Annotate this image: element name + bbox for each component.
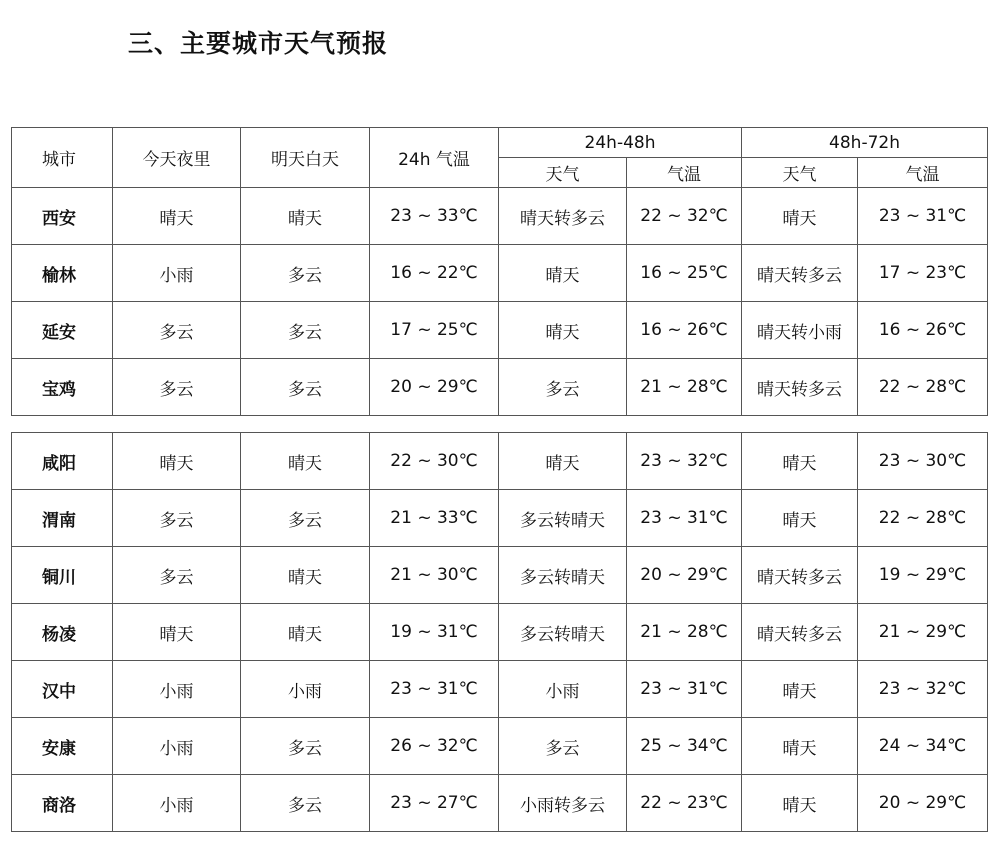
cell-tonight: 多云 [113,490,241,547]
cell-weather-72: 晴天转多云 [742,604,858,661]
cell-temp-48: 25 ~ 34℃ [627,718,742,775]
table-row [12,718,988,775]
header-city: 城市 [12,128,113,188]
cell-temp-72: 23 ~ 30℃ [858,433,988,490]
cell-weather-48: 小雨转多云 [499,775,627,832]
cell-tomorrow-day: 晴天 [241,547,370,604]
cell-temp-48: 21 ~ 28℃ [627,359,742,416]
cell-tomorrow-day: 小雨 [241,661,370,718]
cell-weather-48: 小雨 [499,661,627,718]
table-row [12,433,988,490]
cell-city: 商洛 [12,775,113,832]
cell-city: 宝鸡 [12,359,113,416]
table-row [12,490,988,547]
header-temp-72: 气温 [858,158,988,188]
cell-tomorrow-day: 晴天 [241,188,370,245]
cell-weather-48: 多云 [499,359,627,416]
cell-temp-24h: 20 ~ 29℃ [370,359,499,416]
cell-city: 铜川 [12,547,113,604]
cell-weather-48: 多云转晴天 [499,490,627,547]
cell-tonight: 小雨 [113,775,241,832]
table-row [12,604,988,661]
cell-weather-72: 晴天 [742,433,858,490]
cell-temp-24h: 16 ~ 22℃ [370,245,499,302]
cell-temp-72: 19 ~ 29℃ [858,547,988,604]
cell-city: 延安 [12,302,113,359]
cell-tomorrow-day: 多云 [241,490,370,547]
cell-temp-24h: 21 ~ 30℃ [370,547,499,604]
cell-weather-48: 晴天 [499,245,627,302]
cell-tomorrow-day: 晴天 [241,604,370,661]
cell-tomorrow-day: 多云 [241,302,370,359]
cell-tomorrow-day: 多云 [241,245,370,302]
header-period-24-48h: 24h-48h [499,128,742,158]
cell-tomorrow-day: 多云 [241,718,370,775]
cell-tonight: 晴天 [113,604,241,661]
cell-weather-72: 晴天转多云 [742,547,858,604]
cell-temp-72: 23 ~ 32℃ [858,661,988,718]
cell-weather-72: 晴天 [742,490,858,547]
cell-weather-48: 晴天 [499,302,627,359]
cell-tonight: 晴天 [113,188,241,245]
table-row [12,775,988,832]
cell-weather-72: 晴天转多云 [742,245,858,302]
cell-city: 西安 [12,188,113,245]
header-temp-48: 气温 [627,158,742,188]
cell-temp-24h: 19 ~ 31℃ [370,604,499,661]
cell-temp-72: 17 ~ 23℃ [858,245,988,302]
cell-temp-48: 23 ~ 31℃ [627,661,742,718]
cell-weather-48: 晴天 [499,433,627,490]
cell-tonight: 小雨 [113,718,241,775]
cell-tonight: 多云 [113,302,241,359]
cell-weather-72: 晴天 [742,188,858,245]
cell-weather-48: 多云 [499,718,627,775]
cell-temp-24h: 21 ~ 33℃ [370,490,499,547]
cell-weather-72: 晴天转小雨 [742,302,858,359]
table-row [12,188,988,245]
cell-temp-48: 20 ~ 29℃ [627,547,742,604]
cell-temp-72: 24 ~ 34℃ [858,718,988,775]
cell-weather-48: 多云转晴天 [499,547,627,604]
cell-city: 汉中 [12,661,113,718]
cell-temp-72: 22 ~ 28℃ [858,490,988,547]
cell-temp-48: 16 ~ 25℃ [627,245,742,302]
table-body-bottom [12,433,988,832]
cell-tomorrow-day: 多云 [241,359,370,416]
cell-temp-48: 22 ~ 23℃ [627,775,742,832]
cell-temp-72: 20 ~ 29℃ [858,775,988,832]
header-tomorrow-day: 明天白天 [241,128,370,188]
table-row [12,245,988,302]
header-weather-48: 天气 [499,158,627,188]
cell-tomorrow-day: 晴天 [241,433,370,490]
cell-temp-24h: 23 ~ 33℃ [370,188,499,245]
header-tonight: 今天夜里 [113,128,241,188]
cell-city: 榆林 [12,245,113,302]
cell-temp-24h: 17 ~ 25℃ [370,302,499,359]
cell-weather-48: 多云转晴天 [499,604,627,661]
cell-weather-72: 晴天转多云 [742,359,858,416]
forecast-table-bottom [11,432,988,832]
table-body-top [12,188,988,416]
table-row [12,302,988,359]
cell-temp-24h: 23 ~ 31℃ [370,661,499,718]
cell-temp-24h: 22 ~ 30℃ [370,433,499,490]
cell-city: 渭南 [12,490,113,547]
forecast-table-top [11,127,988,416]
table-row [12,359,988,416]
page-title: 三、主要城市天气预报 [128,29,389,58]
cell-temp-48: 23 ~ 31℃ [627,490,742,547]
cell-temp-48: 23 ~ 32℃ [627,433,742,490]
table-row [12,547,988,604]
cell-weather-48: 晴天转多云 [499,188,627,245]
cell-city: 咸阳 [12,433,113,490]
cell-city: 杨凌 [12,604,113,661]
cell-tonight: 晴天 [113,433,241,490]
cell-weather-72: 晴天 [742,661,858,718]
cell-tonight: 小雨 [113,661,241,718]
cell-temp-72: 23 ~ 31℃ [858,188,988,245]
cell-tonight: 小雨 [113,245,241,302]
cell-temp-72: 16 ~ 26℃ [858,302,988,359]
cell-weather-72: 晴天 [742,775,858,832]
cell-temp-72: 21 ~ 29℃ [858,604,988,661]
cell-tonight: 多云 [113,547,241,604]
table-row [12,661,988,718]
cell-weather-72: 晴天 [742,718,858,775]
header-period-48-72h: 48h-72h [742,128,988,158]
header-weather-72: 天气 [742,158,858,188]
cell-temp-24h: 23 ~ 27℃ [370,775,499,832]
header-temp-24h: 24h 气温 [370,128,499,188]
cell-temp-48: 22 ~ 32℃ [627,188,742,245]
cell-tonight: 多云 [113,359,241,416]
cell-city: 安康 [12,718,113,775]
header-row [12,128,988,158]
cell-tomorrow-day: 多云 [241,775,370,832]
cell-temp-48: 16 ~ 26℃ [627,302,742,359]
cell-temp-24h: 26 ~ 32℃ [370,718,499,775]
cell-temp-72: 22 ~ 28℃ [858,359,988,416]
cell-temp-48: 21 ~ 28℃ [627,604,742,661]
